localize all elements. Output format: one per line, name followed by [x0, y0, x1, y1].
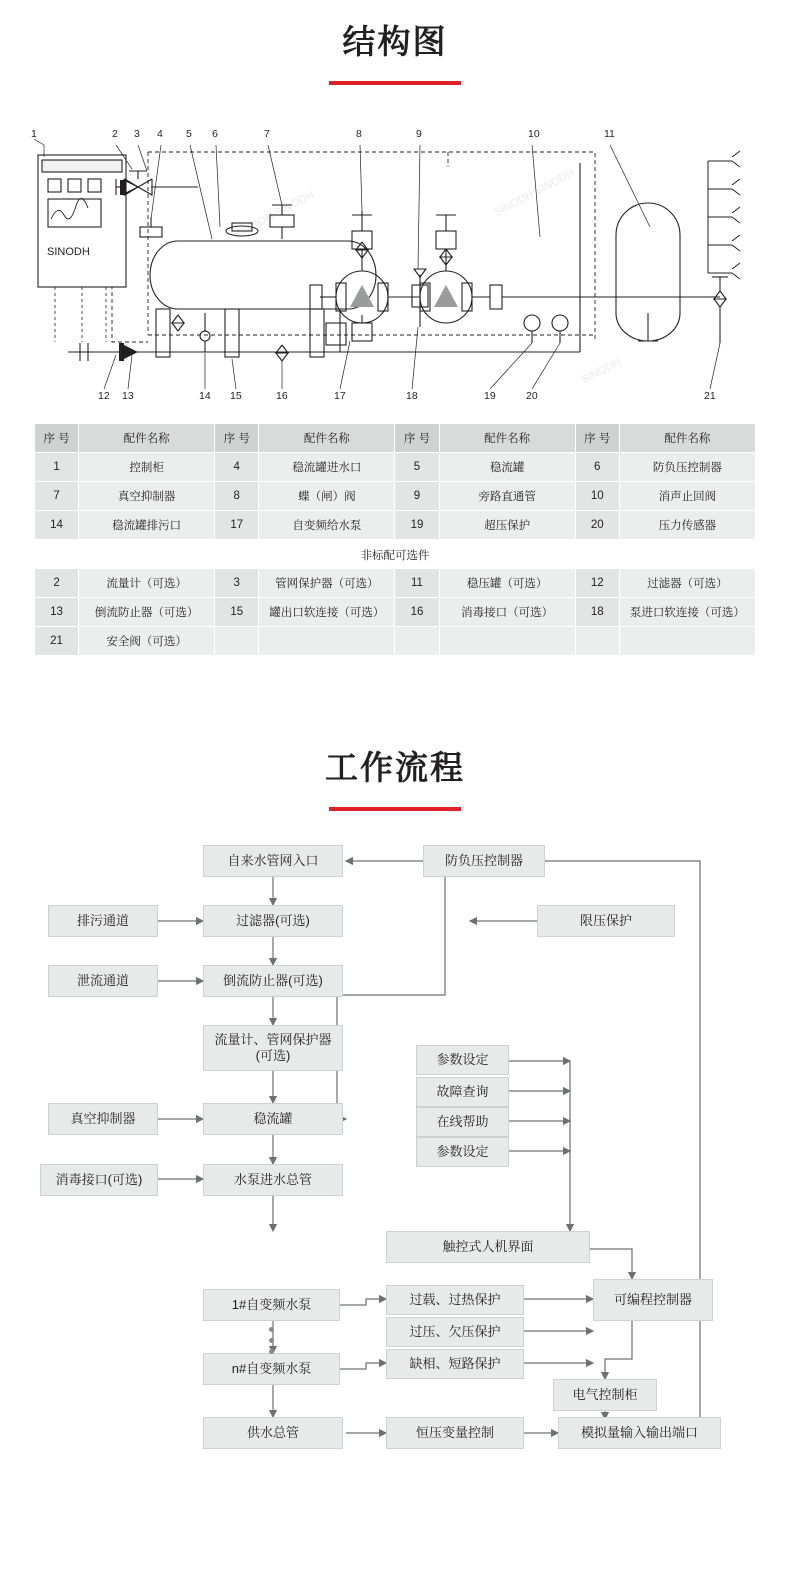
part-index: 17 [215, 511, 259, 540]
svg-text:3: 3 [134, 128, 140, 140]
svg-text:7: 7 [264, 128, 270, 140]
part-index: 13 [35, 598, 79, 627]
flow-node-hmi: 触控式人机界面 [386, 1231, 590, 1263]
col-header-name: 配件名称 [259, 424, 395, 453]
empty-cell [575, 627, 619, 656]
part-name: 罐出口软连接（可选） [259, 598, 395, 627]
svg-text:21: 21 [704, 390, 716, 402]
part-index: 16 [395, 598, 439, 627]
empty-cell [395, 627, 439, 656]
part-index: 1 [35, 453, 79, 482]
table-row [35, 511, 756, 540]
structure-diagram [20, 127, 770, 407]
table-row [35, 453, 756, 482]
flow-node-plc: 可编程控制器 [593, 1279, 713, 1321]
col-header-name: 配件名称 [619, 424, 755, 453]
svg-text:10: 10 [528, 128, 540, 140]
structure-section-title: 结构图 [342, 23, 448, 60]
flow-node-flowmeter: 流量计、管网保护器(可选) [203, 1025, 343, 1071]
flow-node-limit-pressure: 限压保护 [537, 905, 675, 937]
part-name: 蝶（闸）阀 [259, 482, 395, 511]
flow-node-online-help: 在线帮助 [416, 1107, 509, 1137]
svg-text:6: 6 [212, 128, 218, 140]
part-name: 过滤器（可选） [619, 569, 755, 598]
title-underline-structure [329, 81, 461, 85]
table-row [35, 482, 756, 511]
svg-text:5: 5 [186, 128, 192, 140]
flow-node-overload: 过载、过热保护 [386, 1285, 524, 1315]
part-name: 稳压罐（可选） [439, 569, 575, 598]
part-index: 7 [35, 482, 79, 511]
flow-node-electric-cabinet: 电气控制柜 [553, 1379, 657, 1411]
svg-text:20: 20 [526, 390, 538, 402]
watermark-text: SINODH SINODH [492, 166, 577, 220]
svg-text:9: 9 [416, 128, 422, 140]
flow-node-tank: 稳流罐 [203, 1103, 343, 1135]
part-index: 2 [35, 569, 79, 598]
part-name: 消声止回阀 [619, 482, 755, 511]
part-name: 超压保护 [439, 511, 575, 540]
empty-cell [215, 627, 259, 656]
flow-node-phase-loss: 缺相、短路保护 [386, 1349, 524, 1379]
part-name: 真空抑制器 [79, 482, 215, 511]
part-name: 稳流罐排污口 [79, 511, 215, 540]
svg-text:12: 12 [98, 390, 110, 402]
pump-series-ellipsis [269, 1327, 274, 1354]
flow-node-pump-1: 1#自变频水泵 [203, 1289, 340, 1321]
flow-node-param-set-2: 参数设定 [416, 1137, 509, 1167]
part-index: 12 [575, 569, 619, 598]
col-header-index: 序 号 [575, 424, 619, 453]
svg-text:18: 18 [406, 390, 418, 402]
svg-text:1: 1 [31, 128, 37, 140]
col-header-name: 配件名称 [79, 424, 215, 453]
flow-node-filter: 过滤器(可选) [203, 905, 343, 937]
flow-node-overflow-channel: 泄流通道 [48, 965, 158, 997]
part-name: 稳流罐 [439, 453, 575, 482]
part-index: 4 [215, 453, 259, 482]
part-name: 防负压控制器 [619, 453, 755, 482]
flow-node-constant-pressure: 恒压变量控制 [386, 1417, 524, 1449]
flow-node-pump-inlet-main: 水泵进水总管 [203, 1164, 343, 1196]
flow-node-drain-channel: 排污通道 [48, 905, 158, 937]
flow-node-disinfect: 消毒接口(可选) [40, 1164, 158, 1196]
flow-node-vacuum: 真空抑制器 [48, 1103, 158, 1135]
flow-node-inlet: 自来水管网入口 [203, 845, 343, 877]
col-header-name: 配件名称 [439, 424, 575, 453]
part-name: 消毒接口（可选） [439, 598, 575, 627]
part-index: 18 [575, 598, 619, 627]
flow-node-backflow: 倒流防止器(可选) [203, 965, 343, 997]
part-index: 14 [35, 511, 79, 540]
part-name: 旁路直通管 [439, 482, 575, 511]
svg-text:17: 17 [334, 390, 346, 402]
flow-node-supply-main: 供水总管 [203, 1417, 343, 1449]
table-row [35, 627, 756, 656]
table-note-row [35, 540, 756, 569]
watermark-text: SINODH SINODH [232, 188, 317, 242]
table-row [35, 569, 756, 598]
part-index: 11 [395, 569, 439, 598]
part-index: 15 [215, 598, 259, 627]
svg-text:4: 4 [157, 128, 163, 140]
work-flow-chart [0, 839, 790, 1499]
optional-parts-note: 非标配可选件 [35, 540, 756, 569]
part-index: 5 [395, 453, 439, 482]
part-name: 倒流防止器（可选） [79, 598, 215, 627]
empty-cell [439, 627, 575, 656]
svg-text:16: 16 [276, 390, 288, 402]
empty-cell [619, 627, 755, 656]
svg-text:11: 11 [604, 128, 615, 140]
svg-text:13: 13 [122, 390, 134, 402]
part-index: 9 [395, 482, 439, 511]
parts-table [34, 423, 756, 656]
watermark-text: SINODH [579, 355, 624, 387]
part-index: 19 [395, 511, 439, 540]
part-name: 控制柜 [79, 453, 215, 482]
part-name: 稳流罐进水口 [259, 453, 395, 482]
col-header-index: 序 号 [215, 424, 259, 453]
part-index: 20 [575, 511, 619, 540]
part-name: 流量计（可选） [79, 569, 215, 598]
svg-text:8: 8 [356, 128, 362, 140]
part-name: 压力传感器 [619, 511, 755, 540]
svg-text:14: 14 [199, 390, 211, 402]
part-index: 21 [35, 627, 79, 656]
flow-node-param-set-1: 参数设定 [416, 1045, 509, 1075]
flow-node-pump-n: n#自变频水泵 [203, 1353, 340, 1385]
col-header-index: 序 号 [395, 424, 439, 453]
svg-text:15: 15 [230, 390, 242, 402]
part-name: 自变频给水泵 [259, 511, 395, 540]
title-underline-flow [329, 807, 461, 811]
flow-node-over-under-voltage: 过压、欠压保护 [386, 1317, 524, 1347]
cabinet-brand-label: SINODH [47, 246, 90, 258]
table-row [35, 598, 756, 627]
empty-cell [259, 627, 395, 656]
flow-node-anti-negative: 防负压控制器 [423, 845, 545, 877]
flow-node-analog-io: 模拟量输入输出端口 [558, 1417, 721, 1449]
part-name: 管网保护器（可选） [259, 569, 395, 598]
svg-text:2: 2 [112, 128, 118, 140]
flow-section-title: 工作流程 [325, 749, 465, 786]
col-header-index: 序 号 [35, 424, 79, 453]
table-header-row [35, 424, 756, 453]
svg-text:19: 19 [484, 390, 496, 402]
part-name: 安全阀（可选） [79, 627, 215, 656]
flow-node-fault-query: 故障查询 [416, 1077, 509, 1107]
part-index: 3 [215, 569, 259, 598]
part-index: 10 [575, 482, 619, 511]
part-index: 6 [575, 453, 619, 482]
part-name: 泵进口软连接（可选） [619, 598, 755, 627]
part-index: 8 [215, 482, 259, 511]
